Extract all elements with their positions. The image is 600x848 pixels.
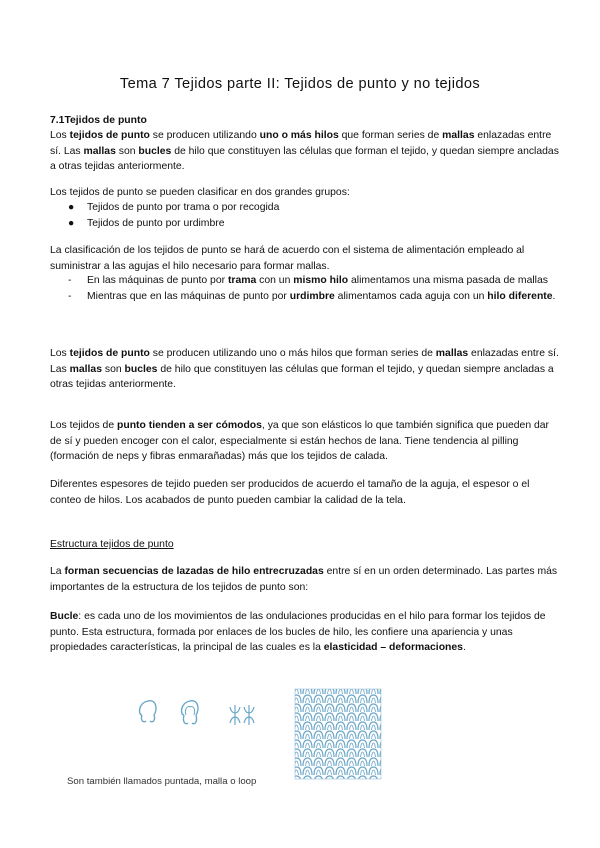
paragraph-comfort: Los tejidos de punto tienden a ser cómodos, ya que son elásticos lo que también significa que pueden dar de sí y pueden encoger con el calor, especialmente si están hechos de lana. Tiene tendencia al pilling (formación de neps y fibras enmarañadas) más que los tejidos de calada. xyxy=(50,420,550,462)
dash-icon: - xyxy=(68,275,72,286)
paragraph-thickness: Diferentes espesores de tejido pueden ser producidos de acuerdo el tamaño de la aguja, el espesor o el conteo de hilos. Los acabados de punto pueden cambiar la calidad de la tela. xyxy=(50,479,530,506)
machine-list xyxy=(50,273,560,304)
interlock-drawing xyxy=(230,705,254,725)
dash-icon: - xyxy=(68,290,72,302)
bullet-icon: ● xyxy=(68,202,75,213)
paragraph-structure: La forman secuencias de lazadas de hilo entrecruzadas entre sí en un orden determinado. Las partes más importantes de la estructura de los tejidos de punto son: xyxy=(50,566,558,593)
paragraph-intro: Los tejidos de punto se producen utilizando uno o más hilos que forman series de mallas enlazadas entre sí. Las mallas son bucles de hilo que constituyen las células que forman el tejido, y quedan siempre ancladas a otras tejidas anteriormente. xyxy=(50,130,559,172)
double-loop-drawing xyxy=(182,701,198,724)
group-list xyxy=(50,200,560,231)
paragraph-knit-definition: Los tejidos de punto se producen utilizando uno o más hilos que forman series de mallas enlazadas entre sí. Las mallas son bucles de hilo que constituyen las células que forman el tejido, y quedan siempre ancladas a otras tejidas anteriormente. xyxy=(50,348,559,390)
list-item: - Mientras que en las máquinas de punto por urdimbre alimentamos cada aguja con un hilo diferente. xyxy=(50,289,560,305)
single-loop-drawing xyxy=(140,701,156,722)
structure-heading: Estructura tejidos de punto xyxy=(50,539,174,550)
paragraph-groups-intro: Los tejidos de punto se pueden clasificar en dos grandes grupos: xyxy=(50,187,350,198)
paragraph-bucle: Bucle: es cada uno de los movimientos de las ondulaciones producidas en el hilo para formar los tejidos de punto. Esta estructura, formada por enlaces de los bucles de hilo, les confiere una apariencia y unas propiedades características, la principal de las cuales es la elasticidad – deformaciones. xyxy=(50,611,546,653)
knit-swatch-drawing xyxy=(295,689,381,779)
list-item: ● Tejidos de punto por trama o por recogida xyxy=(50,200,560,216)
page-title: Tema 7 Tejidos parte II: Tejidos de punto y no tejidos xyxy=(119,76,481,92)
paragraph-classification: La clasificación de los tejidos de punto se hará de acuerdo con el sistema de alimentación empleado al suministrar a las agujas el hilo necesario para formar mallas. xyxy=(50,245,525,272)
figure-caption: Son también llamados puntada, malla o loop xyxy=(67,776,257,787)
bullet-icon: ● xyxy=(68,217,75,229)
section-heading: 7.1Tejidos de punto xyxy=(50,115,147,126)
list-item: ● Tejidos de punto por urdimbre xyxy=(50,216,560,232)
list-item: - En las máquinas de punto por trama con un mismo hilo alimentamos una misma pasada de mallas xyxy=(50,273,560,289)
